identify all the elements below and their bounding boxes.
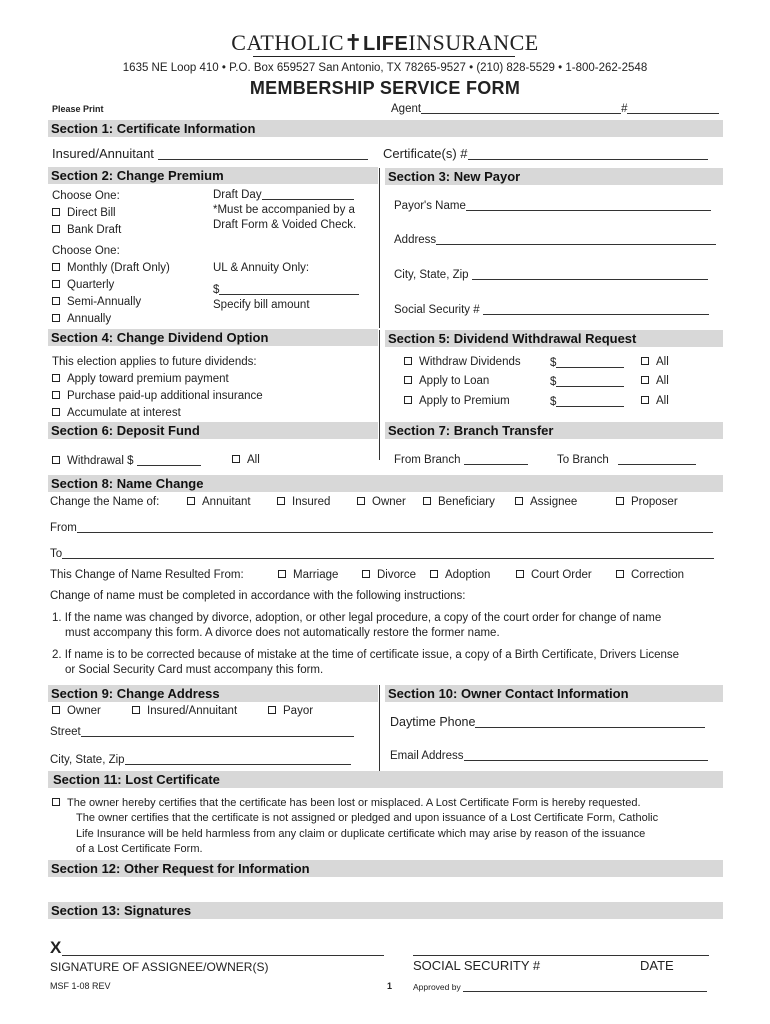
checkbox-icon[interactable] <box>52 408 60 416</box>
checkbox-icon[interactable] <box>641 376 649 384</box>
lost-certificate-line-3: Life Insurance will be held harmless from any claim or duplicate certificate which may arise by reason of the issuance <box>76 828 646 840</box>
adoption-option[interactable] <box>430 569 490 581</box>
section-divider <box>379 330 380 460</box>
premium-payment-option[interactable] <box>52 373 229 385</box>
payor-ssn-label: Social Security # <box>394 304 480 316</box>
draft-note-1: *Must be accompanied by a <box>213 204 355 216</box>
instruction-1-line-1: 1. If the name was changed by divorce, adoption, or other legal procedure, a copy of the court order for change of name <box>52 612 662 624</box>
instruction-2-line-2: or Social Security Card must accompany this form. <box>65 664 324 676</box>
apply-to-loan-label: Apply to Loan <box>419 375 490 387</box>
section-11-header: Section 11: Lost Certificate <box>48 771 723 788</box>
ul-annuity-label: UL & Annuity Only: <box>213 262 310 274</box>
checkbox-icon[interactable] <box>52 706 60 714</box>
direct-bill-option[interactable] <box>52 207 116 219</box>
section-4-header: Section 4: Change Dividend Option <box>48 329 378 346</box>
to-branch-label: To Branch <box>557 454 609 466</box>
ssn-label: SOCIAL SECURITY # <box>413 958 541 973</box>
section-8-header: Section 8: Name Change <box>48 475 723 492</box>
quarterly-option[interactable] <box>52 279 114 291</box>
assignee-label: Assignee <box>530 496 578 508</box>
checkbox-icon[interactable] <box>232 455 240 463</box>
apply-to-premium-option[interactable] <box>404 395 510 407</box>
accumulate-interest-option[interactable] <box>52 407 181 419</box>
address-insured-option[interactable] <box>132 705 237 717</box>
daytime-phone-field[interactable] <box>390 715 705 729</box>
apply-to-loan-option[interactable] <box>404 375 489 387</box>
beneficiary-option[interactable] <box>423 496 495 508</box>
checkbox-icon[interactable] <box>52 280 60 288</box>
insured-label: Insured <box>292 496 331 508</box>
instructions-intro: Change of name must be completed in accordance with the following instructions: <box>50 590 466 602</box>
address-owner-option[interactable] <box>52 705 101 717</box>
street-field[interactable] <box>50 725 354 738</box>
bank-draft-label: Bank Draft <box>67 224 122 236</box>
agent-number-label: # <box>621 103 628 115</box>
correction-option[interactable] <box>616 569 684 581</box>
checkbox-icon[interactable] <box>52 314 60 322</box>
city-state-zip-field[interactable] <box>50 753 351 766</box>
signature-x-mark: X <box>50 938 62 957</box>
court-order-label: Court Order <box>531 569 592 581</box>
logo-underline <box>253 56 515 57</box>
checkbox-icon[interactable] <box>277 497 285 505</box>
insured-annuitant-label: Insured/Annuitant <box>147 705 238 717</box>
section-1-header: Section 1: Certificate Information <box>48 120 723 137</box>
checkbox-icon[interactable] <box>52 374 60 382</box>
approved-by-label: Approved by <box>413 982 461 992</box>
insured-annuitant-field[interactable] <box>52 146 368 161</box>
owner-label: Owner <box>372 496 406 508</box>
draft-day-label: Draft Day <box>213 189 262 201</box>
paid-up-insurance-label: Purchase paid-up additional insurance <box>67 390 263 402</box>
company-logo <box>0 30 770 56</box>
annuitant-option[interactable] <box>187 496 251 508</box>
choose-one-frequency: Choose One: <box>52 245 120 257</box>
date-label: DATE <box>640 958 674 973</box>
payor-address-label: Address <box>394 234 437 246</box>
marriage-option[interactable] <box>278 569 338 581</box>
premium-amount-field[interactable] <box>550 395 624 408</box>
checkbox-icon[interactable] <box>641 357 649 365</box>
premium-payment-label: Apply toward premium payment <box>67 373 229 385</box>
adoption-label: Adoption <box>445 569 491 581</box>
checkbox-icon[interactable] <box>268 706 276 714</box>
withdrawal-label: Withdrawal $ <box>67 455 134 467</box>
all-label: All <box>247 454 260 466</box>
divorce-option[interactable] <box>362 569 416 581</box>
quarterly-label: Quarterly <box>67 279 115 291</box>
choose-one-billing: Choose One: <box>52 190 120 202</box>
section-6-header: Section 6: Deposit Fund <box>48 422 378 439</box>
name-from-field[interactable] <box>50 521 713 534</box>
checkbox-icon[interactable] <box>515 497 523 505</box>
checkbox-icon[interactable] <box>516 570 524 578</box>
city-label: City, State, Zip <box>50 754 125 766</box>
premium-all-option[interactable] <box>641 395 669 407</box>
bank-draft-option[interactable] <box>52 224 121 236</box>
street-label: Street <box>50 726 81 738</box>
logo-text-insurance: INSURANCE <box>408 30 539 55</box>
annuitant-label: Annuitant <box>202 496 251 508</box>
divorce-label: Divorce <box>377 569 416 581</box>
section-10-header: Section 10: Owner Contact Information <box>385 685 723 702</box>
all-label: All <box>656 395 669 407</box>
deposit-all-option[interactable] <box>232 454 260 466</box>
checkbox-icon[interactable] <box>187 497 195 505</box>
payor-ssn-field[interactable] <box>394 303 709 316</box>
checkbox-icon[interactable] <box>616 570 624 578</box>
address-payor-option[interactable] <box>268 705 313 717</box>
checkbox-icon[interactable] <box>278 570 286 578</box>
please-print-note: Please Print <box>52 104 104 114</box>
dollar-label: $ <box>550 357 557 369</box>
checkbox-icon[interactable] <box>52 225 60 233</box>
section-13-header: Section 13: Signatures <box>48 902 723 919</box>
change-name-of-label: Change the Name of: <box>50 496 160 508</box>
checkbox-icon[interactable] <box>641 396 649 404</box>
payor-name-label: Payor's Name <box>394 200 466 212</box>
signature-line[interactable] <box>62 955 384 956</box>
loan-all-option[interactable] <box>641 375 669 387</box>
dollar-label: $ <box>550 396 557 408</box>
section-7-header: Section 7: Branch Transfer <box>385 422 723 439</box>
checkbox-icon[interactable] <box>404 357 412 365</box>
payor-city-label: City, State, Zip <box>394 269 469 281</box>
semi-annually-option[interactable] <box>52 296 141 308</box>
dollar-label: $ <box>550 376 557 388</box>
accumulate-interest-label: Accumulate at interest <box>67 407 181 419</box>
email-address-field[interactable] <box>390 749 708 762</box>
checkbox-icon[interactable] <box>616 497 624 505</box>
bill-amount-field[interactable] <box>213 283 359 296</box>
certificate-number-field[interactable] <box>383 146 708 161</box>
section-12-header: Section 12: Other Request for Information <box>48 860 723 877</box>
section-2-header: Section 2: Change Premium <box>48 167 378 184</box>
from-label: From <box>50 522 77 534</box>
company-address: 1635 NE Loop 410 • P.O. Box 659527 San Antonio, TX 78265-9527 • (210) 828-5529 • 1-800-262-2548 <box>122 62 648 74</box>
instruction-2-line-1: 2. If name is to be corrected because of mistake at the time of certificate issue, a copy of a Birth Certificate, Drivers License <box>52 649 680 661</box>
paid-up-insurance-option[interactable] <box>52 390 263 402</box>
approved-by-field[interactable] <box>413 982 707 992</box>
checkbox-icon[interactable] <box>132 706 140 714</box>
section-divider <box>379 168 380 328</box>
monthly-label: Monthly (Draft Only) <box>67 262 170 274</box>
semi-annually-label: Semi-Annually <box>67 296 142 308</box>
checkbox-icon[interactable] <box>52 263 60 271</box>
correction-label: Correction <box>631 569 685 581</box>
checkbox-icon[interactable] <box>423 497 431 505</box>
page-number: 1 <box>387 981 393 991</box>
logo-cross-icon: ✝ <box>344 30 363 55</box>
logo-text-life: LIFE <box>362 33 409 55</box>
lost-certificate-line-2: The owner certifies that the certificate is not assigned or pledged and upon issuance of a Lost Certificate Form, Catholic <box>76 812 659 824</box>
specify-bill-label: Specify bill amount <box>213 299 310 311</box>
lost-certificate-option[interactable] <box>52 797 641 809</box>
certificate-label: Certificate(s) # <box>383 146 468 161</box>
insured-option[interactable] <box>277 496 330 508</box>
annually-label: Annually <box>67 313 112 325</box>
change-resulted-from-label: This Change of Name Resulted From: <box>50 569 244 581</box>
payor-name-field[interactable] <box>394 199 711 212</box>
withdraw-all-option[interactable] <box>641 356 669 368</box>
draft-note-2: Draft Form & Voided Check. <box>213 219 357 231</box>
other-request-area[interactable] <box>48 880 723 900</box>
loan-amount-field[interactable] <box>550 375 624 388</box>
checkbox-icon[interactable] <box>52 798 60 806</box>
payor-city-field[interactable] <box>394 268 708 281</box>
deposit-withdrawal-field[interactable] <box>52 454 201 467</box>
dividend-note: This election applies to future dividends: <box>52 356 257 368</box>
all-label: All <box>656 356 669 368</box>
checkbox-icon[interactable] <box>404 376 412 384</box>
all-label: All <box>656 375 669 387</box>
marriage-label: Marriage <box>293 569 339 581</box>
to-branch-field[interactable] <box>557 453 696 466</box>
lost-certificate-line-4: of a Lost Certificate Form. <box>76 843 203 855</box>
section-divider <box>379 685 380 771</box>
checkbox-icon[interactable] <box>357 497 365 505</box>
monthly-option[interactable] <box>52 262 170 274</box>
payor-label: Payor <box>283 705 314 717</box>
annually-option[interactable] <box>52 313 111 325</box>
form-title: MEMBERSHIP SERVICE FORM <box>249 78 521 98</box>
withdraw-dividends-option[interactable] <box>404 356 521 368</box>
phone-label: Daytime Phone <box>390 715 476 729</box>
section-5-header: Section 5: Dividend Withdrawal Request <box>385 330 723 347</box>
name-to-field[interactable] <box>50 547 714 560</box>
from-branch-label: From Branch <box>394 454 461 466</box>
court-order-option[interactable] <box>516 569 592 581</box>
agent-field[interactable] <box>391 102 719 115</box>
checkbox-icon[interactable] <box>52 297 60 305</box>
section-3-header: Section 3: New Payor <box>385 168 723 185</box>
lost-certificate-line-1: The owner hereby certifies that the certificate has been lost or misplaced. A Lost Certificate Form is hereby requested. <box>67 797 641 809</box>
insured-label: Insured/Annuitant <box>52 146 154 161</box>
owner-label: Owner <box>67 705 101 717</box>
logo-text-catholic: CATHOLIC <box>231 30 345 55</box>
email-label: Email Address <box>390 750 464 762</box>
proposer-option[interactable] <box>616 496 678 508</box>
section-9-header: Section 9: Change Address <box>48 685 378 702</box>
apply-to-premium-label: Apply to Premium <box>419 395 510 407</box>
checkbox-icon[interactable] <box>404 396 412 404</box>
withdraw-dividends-label: Withdraw Dividends <box>419 356 521 368</box>
instruction-1-line-2: must accompany this form. A divorce does not automatically restore the former name. <box>65 627 500 639</box>
assignee-option[interactable] <box>515 496 577 508</box>
from-branch-field[interactable] <box>394 453 528 466</box>
direct-bill-label: Direct Bill <box>67 207 116 219</box>
withdraw-amount-field[interactable] <box>550 356 624 369</box>
checkbox-icon[interactable] <box>52 391 60 399</box>
signature-label: SIGNATURE OF ASSIGNEE/OWNER(S) <box>50 960 269 974</box>
to-label: To <box>50 548 63 560</box>
payor-address-field[interactable] <box>394 233 716 246</box>
dollar-label: $ <box>213 284 220 296</box>
agent-label: Agent <box>391 103 422 115</box>
proposer-label: Proposer <box>631 496 678 508</box>
form-revision: MSF 1-08 REV <box>50 981 111 991</box>
checkbox-icon[interactable] <box>362 570 370 578</box>
draft-day-field[interactable] <box>213 188 354 201</box>
checkbox-icon[interactable] <box>52 456 60 464</box>
ssn-date-line[interactable] <box>413 955 709 956</box>
checkbox-icon[interactable] <box>52 208 60 216</box>
checkbox-icon[interactable] <box>430 570 438 578</box>
beneficiary-label: Beneficiary <box>438 496 495 508</box>
owner-option[interactable] <box>357 496 406 508</box>
